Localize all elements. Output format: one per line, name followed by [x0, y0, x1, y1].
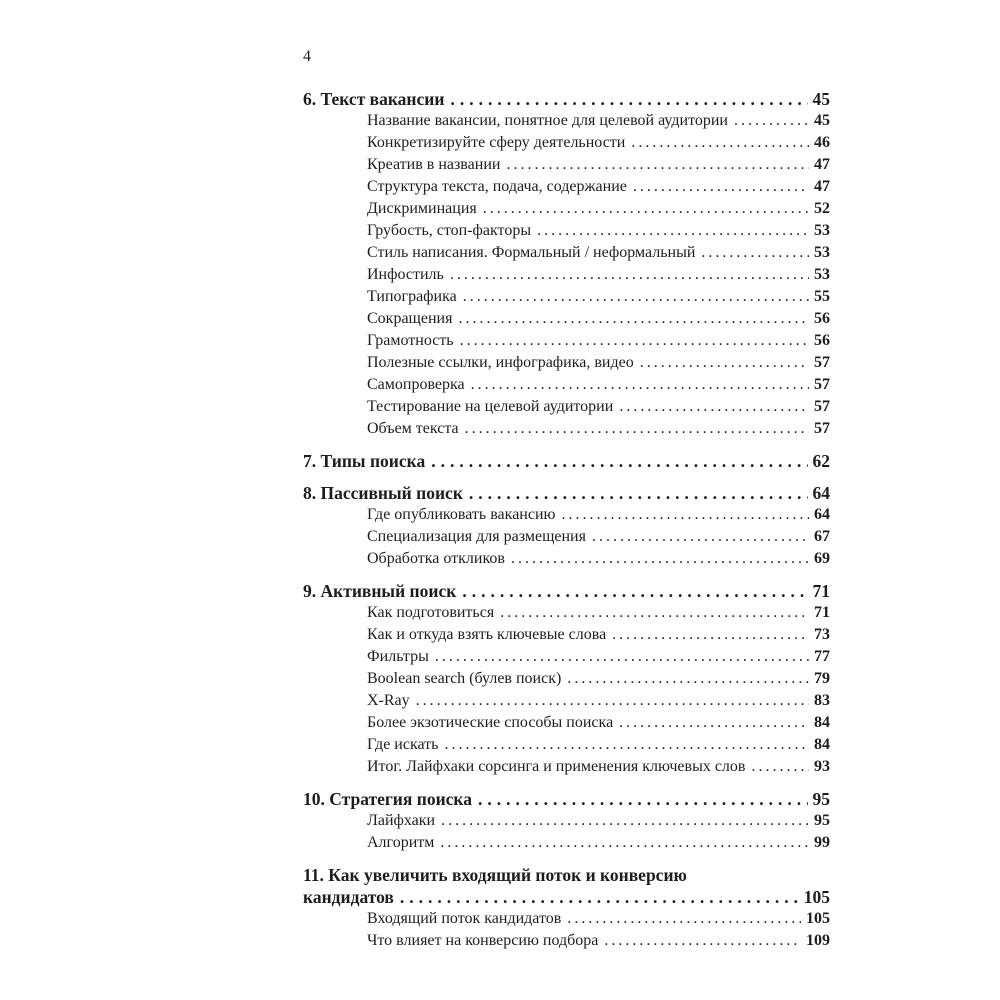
toc-item-row: [367, 110, 830, 132]
toc-entry-page: 109: [806, 932, 830, 949]
toc-entry-page: 57: [814, 398, 830, 415]
toc-item-row: [367, 624, 830, 646]
toc-entry-title: Где искать: [367, 736, 439, 753]
toc-chapter-row-line2: [303, 886, 830, 908]
dot-leader: [561, 504, 809, 526]
toc-entry-page: 52: [814, 200, 830, 217]
toc-entry-title: 11. Как увеличить входящий поток и конверсию: [303, 865, 687, 885]
toc-entry-title: Тестирование на целевой аудитории: [367, 398, 614, 415]
toc-chapter-row: [303, 482, 830, 504]
table-of-contents: [303, 88, 830, 952]
toc-item-row: [367, 132, 830, 154]
toc-entry-title: Креатив в названии: [367, 156, 501, 173]
toc-item-row: [367, 176, 830, 198]
toc-entry-title: Конкретизируйте сферу деятельности: [367, 134, 626, 151]
toc-item-row: [367, 220, 830, 242]
dot-leader: [619, 396, 809, 418]
toc-item-row: [367, 198, 830, 220]
toc-chapter-block: [303, 580, 830, 778]
toc-chapter-block: [303, 450, 830, 472]
toc-entry-title: Лайфхаки: [367, 812, 436, 829]
toc-entry-title: Как и откуда взять ключевые слова: [367, 626, 607, 643]
toc-entry-page: 47: [814, 178, 830, 195]
toc-entry-title: Boolean search (булев поиск): [367, 670, 562, 687]
toc-entry-page: 62: [812, 451, 830, 471]
toc-entry-page: 83: [814, 692, 830, 709]
toc-entry-page: 105: [806, 910, 830, 927]
toc-chapter-row: [303, 88, 830, 110]
toc-entry-page: 53: [814, 222, 830, 239]
toc-entry-title: Где опубликовать вакансию: [367, 506, 556, 523]
toc-item-row: [367, 756, 830, 778]
dot-leader: [537, 220, 809, 242]
toc-entry-page: 71: [812, 581, 830, 601]
toc-item-row: [367, 930, 830, 952]
toc-entry-title: 9. Активный поиск: [303, 581, 457, 601]
toc-item-row: [367, 712, 830, 734]
dot-leader: [471, 374, 809, 396]
dot-leader: [465, 418, 809, 440]
toc-entry-title: Инфостиль: [367, 266, 444, 283]
toc-entry-title: Что влияет на конверсию подбора: [367, 932, 599, 949]
toc-item-row: [367, 734, 830, 756]
dot-leader: [441, 810, 809, 832]
dot-leader: [435, 646, 809, 668]
toc-entry-title: Грамотность: [367, 332, 454, 349]
dot-leader: [469, 482, 808, 504]
dot-leader: [567, 908, 801, 930]
page-number: 4: [303, 48, 311, 65]
toc-entry-title: Структура текста, подача, содержание: [367, 178, 627, 195]
toc-entry-title: 7. Типы поиска: [303, 451, 426, 471]
toc-chapter-row: [303, 788, 830, 810]
toc-chapter-row: [303, 580, 830, 602]
toc-entry-title: Более экзотические способы поиска: [367, 714, 614, 731]
toc-entry-page: 46: [814, 134, 830, 151]
dot-leader: [400, 886, 799, 908]
toc-entry-page: 105: [803, 887, 830, 907]
dot-leader: [500, 602, 809, 624]
toc-item-row: [367, 308, 830, 330]
toc-entry-title: Итог. Лайфхаки сорсинга и применения ключевых слов: [367, 758, 746, 775]
toc-entry-page: 64: [814, 506, 830, 523]
dot-leader: [431, 450, 807, 472]
toc-item-row: [367, 548, 830, 570]
dot-leader: [458, 308, 809, 330]
dot-leader: [631, 132, 809, 154]
dot-leader: [462, 580, 807, 602]
dot-leader: [463, 286, 809, 308]
toc-chapter-row: [303, 450, 830, 472]
toc-entry-page: 79: [814, 670, 830, 687]
toc-entry-page: 69: [814, 550, 830, 567]
toc-chapter-row-line1: [303, 864, 830, 886]
dot-leader: [416, 690, 809, 712]
toc-entry-title: Дискриминация: [367, 200, 477, 217]
toc-item-row: [367, 690, 830, 712]
toc-item-row: [367, 286, 830, 308]
toc-item-row: [367, 810, 830, 832]
toc-chapter-block: [303, 88, 830, 440]
toc-entry-title: Полезные ссылки, инфографика, видео: [367, 354, 634, 371]
toc-entry-page: 55: [814, 288, 830, 305]
dot-leader: [701, 242, 809, 264]
toc-entry-page: 77: [814, 648, 830, 665]
dot-leader: [640, 352, 809, 374]
toc-item-row: [367, 154, 830, 176]
toc-entry-page: 45: [814, 112, 830, 129]
toc-entry-page: 56: [814, 310, 830, 327]
toc-entry-page: 57: [814, 420, 830, 437]
toc-entry-title: кандидатов: [303, 887, 394, 907]
toc-entry-title: 10. Стратегия поиска: [303, 789, 472, 809]
toc-entry-page: 99: [814, 834, 830, 851]
toc-item-row: [367, 396, 830, 418]
toc-entry-page: 95: [812, 789, 830, 809]
toc-chapter-block: [303, 864, 830, 952]
toc-entry-title: X-Ray: [367, 692, 410, 709]
toc-entry-page: 56: [814, 332, 830, 349]
toc-chapter-block: [303, 788, 830, 854]
dot-leader: [734, 110, 809, 132]
toc-entry-page: 95: [814, 812, 830, 829]
toc-item-row: [367, 504, 830, 526]
toc-entry-title: Входящий поток кандидатов: [367, 910, 562, 927]
toc-entry-page: 71: [814, 604, 830, 621]
dot-leader: [450, 88, 807, 110]
toc-item-row: [367, 646, 830, 668]
toc-entry-title: Обработка откликов: [367, 550, 505, 567]
toc-item-row: [367, 602, 830, 624]
toc-entry-page: 67: [814, 528, 830, 545]
dot-leader: [612, 624, 809, 646]
toc-item-row: [367, 352, 830, 374]
toc-item-row: [367, 330, 830, 352]
toc-item-row: [367, 908, 830, 930]
dot-leader: [633, 176, 809, 198]
dot-leader: [567, 668, 809, 690]
toc-entry-page: 73: [814, 626, 830, 643]
toc-item-row: [367, 418, 830, 440]
toc-entry-title: Стиль написания. Формальный / неформальный: [367, 244, 696, 261]
toc-entry-title: 8. Пассивный поиск: [303, 483, 463, 503]
toc-entry-page: 45: [812, 89, 830, 109]
dot-leader: [440, 832, 809, 854]
dot-leader: [450, 264, 809, 286]
dot-leader: [511, 548, 809, 570]
toc-entry-title: Алгоритм: [367, 834, 435, 851]
toc-item-row: [367, 668, 830, 690]
toc-entry-title: Грубость, стоп-факторы: [367, 222, 532, 239]
toc-item-row: [367, 374, 830, 396]
toc-entry-title: Самопроверка: [367, 376, 465, 393]
toc-entry-title: Сокращения: [367, 310, 453, 327]
toc-entry-page: 93: [814, 758, 830, 775]
toc-entry-page: 57: [814, 376, 830, 393]
dot-leader: [751, 756, 809, 778]
toc-entry-page: 84: [814, 736, 830, 753]
toc-page-content: [303, 46, 830, 952]
toc-item-row: [367, 832, 830, 854]
toc-entry-title: Объем текста: [367, 420, 459, 437]
dot-leader: [478, 788, 808, 810]
toc-entry-title: 6. Текст вакансии: [303, 89, 445, 109]
dot-leader: [604, 930, 801, 952]
toc-entry-title: Специализация для размещения: [367, 528, 586, 545]
toc-entry-page: 53: [814, 244, 830, 261]
dot-leader: [619, 712, 809, 734]
toc-item-row: [367, 264, 830, 286]
dot-leader: [460, 330, 809, 352]
toc-item-row: [367, 526, 830, 548]
toc-entry-title: Фильтры: [367, 648, 429, 665]
dot-leader: [444, 734, 809, 756]
toc-entry-page: 53: [814, 266, 830, 283]
toc-entry-title: Название вакансии, понятное для целевой аудитории: [367, 112, 728, 129]
toc-entry-page: 57: [814, 354, 830, 371]
toc-item-row: [367, 242, 830, 264]
toc-entry-page: 84: [814, 714, 830, 731]
toc-entry-title: Типографика: [367, 288, 457, 305]
dot-leader: [506, 154, 809, 176]
toc-entry-page: 47: [814, 156, 830, 173]
dot-leader: [483, 198, 809, 220]
toc-entry-title: Как подготовиться: [367, 604, 495, 621]
toc-chapter-block: [303, 482, 830, 570]
dot-leader: [592, 526, 809, 548]
toc-entry-page: 64: [812, 483, 830, 503]
